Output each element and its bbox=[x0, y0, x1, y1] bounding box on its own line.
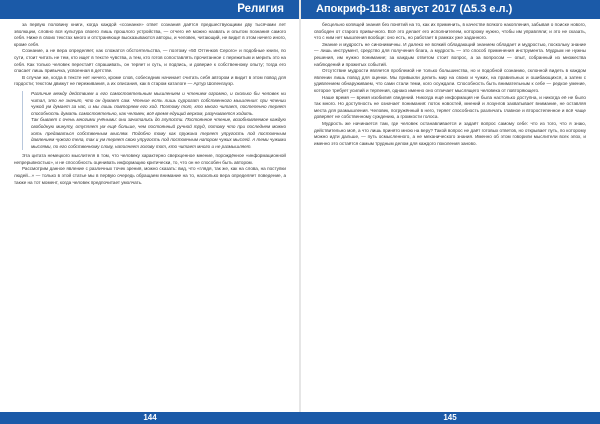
left-paragraph: В случае же, когда в тексте нет ничего, кроме слов, собеседник начинает считать себя автором и видит в этом повод для гордости; текстом движут не переживания, а их описания, как в старом каталоге — Артур Шопенгауэр. bbox=[14, 74, 286, 87]
right-issue-title: Апокриф-118: август 2017 (Δ5.3 е.л.) bbox=[316, 3, 513, 15]
left-page-header bbox=[0, 0, 300, 19]
left-paragraph: за первую половину книги, когда каждой «сознанке» ответ сознания даётся предшествующими дву тысячами лет эволюции, словно вся культура своего лишь прошлого устройства, — отчего её можно назвать и опытом познания самого себя. Ниже в своих текстах много и отстраняюще высказываются авторы, и человек, читающий, не видит в этом ничего иного, кроме себя. bbox=[14, 22, 286, 47]
left-paragraph: Сознание, а не вера определяет, как сложатся обстоятельства, — поэтому «50 Оттенков Серого» и подобные книги, по сути, стоит читать не тем, кто ищет в тексте чувства, а тем, кто готов сопоставлять прочитанное с пережитым и мерить это на себя. Как только человек перестаёт спрашивать, он теряет и суть, и подпись, и доверие к собственному опыту; тогда его спасает лишь привычка, усвоенная в детстве. bbox=[14, 48, 286, 74]
right-page-header bbox=[300, 0, 600, 19]
page-spine-divider bbox=[299, 0, 301, 424]
right-page-number-bar bbox=[300, 412, 600, 424]
right-paragraph: Наше время — время изобилия сведений. Никогда ещё информация не была настолько доступна, и никогда её не было так много. Но доступность не означает понимания: поток новостей, мнений и лозунгов захватывает внимание, не оставляя места для размышления. Человек, погружённый в него, теряет способность различать главное и второстепенное и всё чаще доверяет не собственному суждению, а громкости голоса. bbox=[314, 94, 586, 120]
quote-paragraph: Так бывает с очень многими учёными: они зачитались до глупости. Постоянное чтение, возобновляемое каждую свободную минуту, отупляет ум ещё больше, чем постоянный ручной труд, потому что при последнем можно хоть предаваться собственным мыслям. Подобно тому как пружина теряет упругость под постоянным давлением чужого тела, так и ум теряет свою упругость под постоянным напором чужих мыслей. А теми чужими мыслями, по его собственному слову, наполняет голову тот, кто читает много и не размышляет. bbox=[31, 117, 286, 149]
right-paragraph: Отсутствие мудрости является проблемой не только большинства, но и подобной сознанию, склонной видеть в каждом явлении лишь повод для оценки. Мы привыкли делить мир на своих и чужих, на правильных и ошибающихся, а затем с удивлением обнаруживаем, что сами стали теми, кого осуждали. Способность быть внимательным к себе — редкое умение, которое требует усилий и терпения, однако именно оно отличает мыслящего человека от повторяющего. bbox=[314, 68, 586, 93]
right-paragraph: Знание и мудрость не синонимичны. И далеко не всякий обладающий знанием обладает и мудростью, поскольку знание — лишь инструмент, средство для получения блага, а мудрость — это способ применения инструмента. Мудрым не нужны решения, им нужно понимание; за каждым ответом стоит вопрос, а за вопросом — опыт, собранный из множества наблюдений и прожитых событий. bbox=[314, 41, 586, 67]
right-page-body bbox=[314, 22, 586, 394]
quote-paragraph: Различие между действием и его самостоятельным мышлением и чтением огромно, и сколько бы человек ни читал, это не значит, что он думает сам. Чтение есть лишь суррогат собственного мышления: при чтении чужой ум думает за нас, и мы лишь повторяем его ход. Поэтому тот, кто много читает, постепенно теряет способность думать самостоятельно, как человек, всё время едущий верхом, разучивается ходить. bbox=[31, 90, 286, 116]
right-paragraph: бесцельно копящей знания без понятий на то, как их применить, в качестве всякого накопления, забывая о поиске нового, свободен от старого привычного. Всё это делает его исполнителем, которому нужно, чтобы им управляли; и это не сказать, что с ним нет мышления вообще: оно есть, но работает в рамках уже заданного. bbox=[314, 22, 586, 41]
block-quote bbox=[22, 91, 286, 150]
left-paragraph: Эта цитата немецкого мыслителя в том, что человеку характерно сверхценное мнение, порождённое «информационной непрерывностью», и не способность оценивать информацию критически, то, что он не способен быть автором. bbox=[14, 153, 286, 165]
left-page-body bbox=[14, 22, 286, 347]
left-paragraph: Рассмотрим данное явление с различных точек зрения, можно сказать: вид, что «глядя, так же, как на слова, на поступки людей...» — только в этой статье мы в первую очередь обращаем внимание на то, насколько вера определяет поведение, а также на тот момент, когда человек предпочитает умолчать. bbox=[14, 166, 286, 185]
left-page-number-bar bbox=[0, 412, 300, 424]
left-section-title: Религия bbox=[237, 3, 284, 15]
left-page-number: 144 bbox=[143, 413, 157, 422]
right-paragraph: Мудрость же начинается там, где человек останавливается и задаёт вопрос самому себе: что из того, что я знаю, действительно моё, а что лишь принято мною на веру? Такой вопрос не даёт готовых ответов, но открывает путь, по которому можно идти дальше, — путь осмысленного, а не механического знания. Именно об этом говорили мыслители всех эпох, и именно это остаётся самым трудным делом для каждого поколения заново. bbox=[314, 120, 586, 146]
right-page-number: 145 bbox=[443, 413, 457, 422]
